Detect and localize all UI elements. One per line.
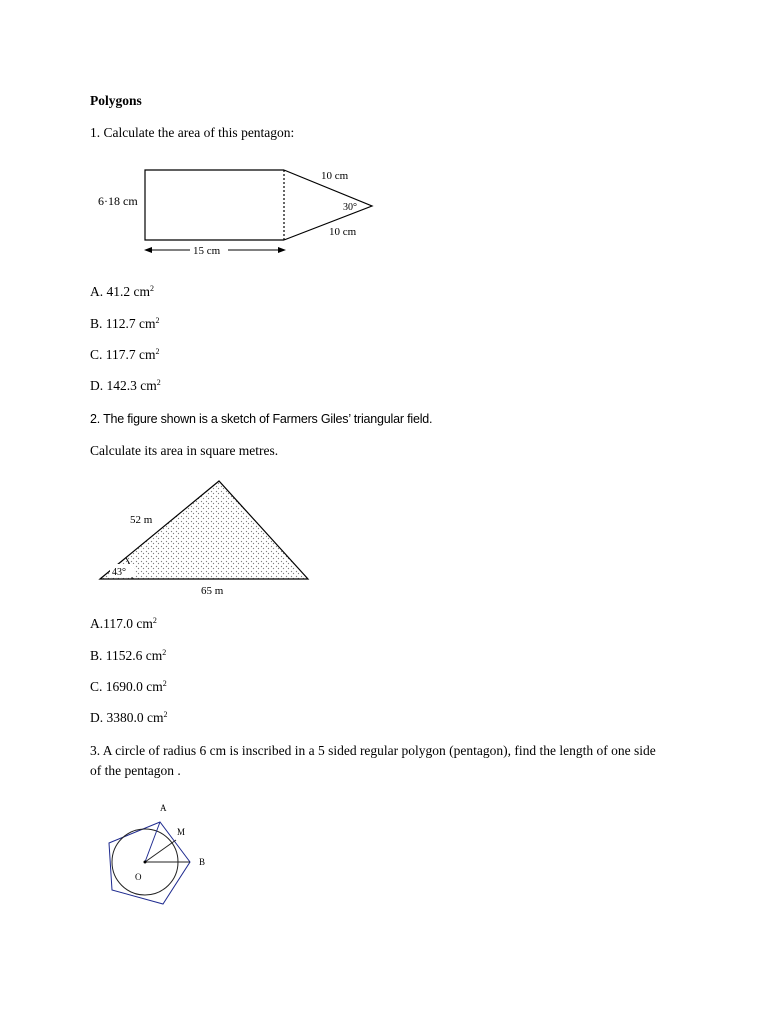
q2-option-a: A.117.0 $cm^2$	[90, 616, 157, 631]
triangle-angle-label: 43°	[112, 567, 126, 578]
question-3-line2: of the pentagon .	[90, 763, 181, 778]
pentagon-base-label: 15 cm	[193, 245, 221, 257]
q2-option-d: D. 3380.0 $cm^2$	[90, 710, 168, 725]
question-3-line1: 3. A circle of radius 6 cm is inscribed in a 5 sided regular polygon (pentagon), find the length of one side	[90, 743, 656, 758]
q1-option-a: A. 41.2 $cm^2$	[90, 284, 154, 299]
pentagon-center-o-label: O	[135, 872, 142, 882]
triangle-base-label: 65 m	[201, 585, 224, 597]
pentagon-top-slant-label: 10 cm	[321, 170, 349, 182]
q1-option-c: C. 117.7 $cm^2$	[90, 347, 160, 362]
q1-option-d: D. 142.3 $cm^2$	[90, 378, 161, 393]
pentagon-vertex-b-label: B	[199, 857, 206, 867]
pentagon-midpoint-m-label: M	[177, 827, 186, 837]
question-2-text: 2. The figure shown is a sketch of Farmers Giles’ triangular field.	[90, 412, 433, 426]
pentagon-bottom-slant-label: 10 cm	[329, 226, 357, 238]
pentagon-angle-label: 30°	[343, 202, 357, 213]
triangle-side-label: 52 m	[130, 514, 153, 526]
page-title: Polygons	[90, 93, 142, 108]
pentagon-vertex-a-label: A	[160, 803, 167, 813]
q2-option-c: C. 1690.0 $cm^2$	[90, 679, 167, 694]
q1-option-b: B. 112.7 $cm^2$	[90, 316, 160, 331]
q2-option-b: B. 1152.6 $cm^2$	[90, 648, 167, 663]
question-1-text: 1. Calculate the area of this pentagon:	[90, 125, 295, 140]
pentagon-height-label: 6·18 cm	[98, 194, 138, 208]
question-2-instruction: Calculate its area in square metres.	[90, 443, 279, 458]
